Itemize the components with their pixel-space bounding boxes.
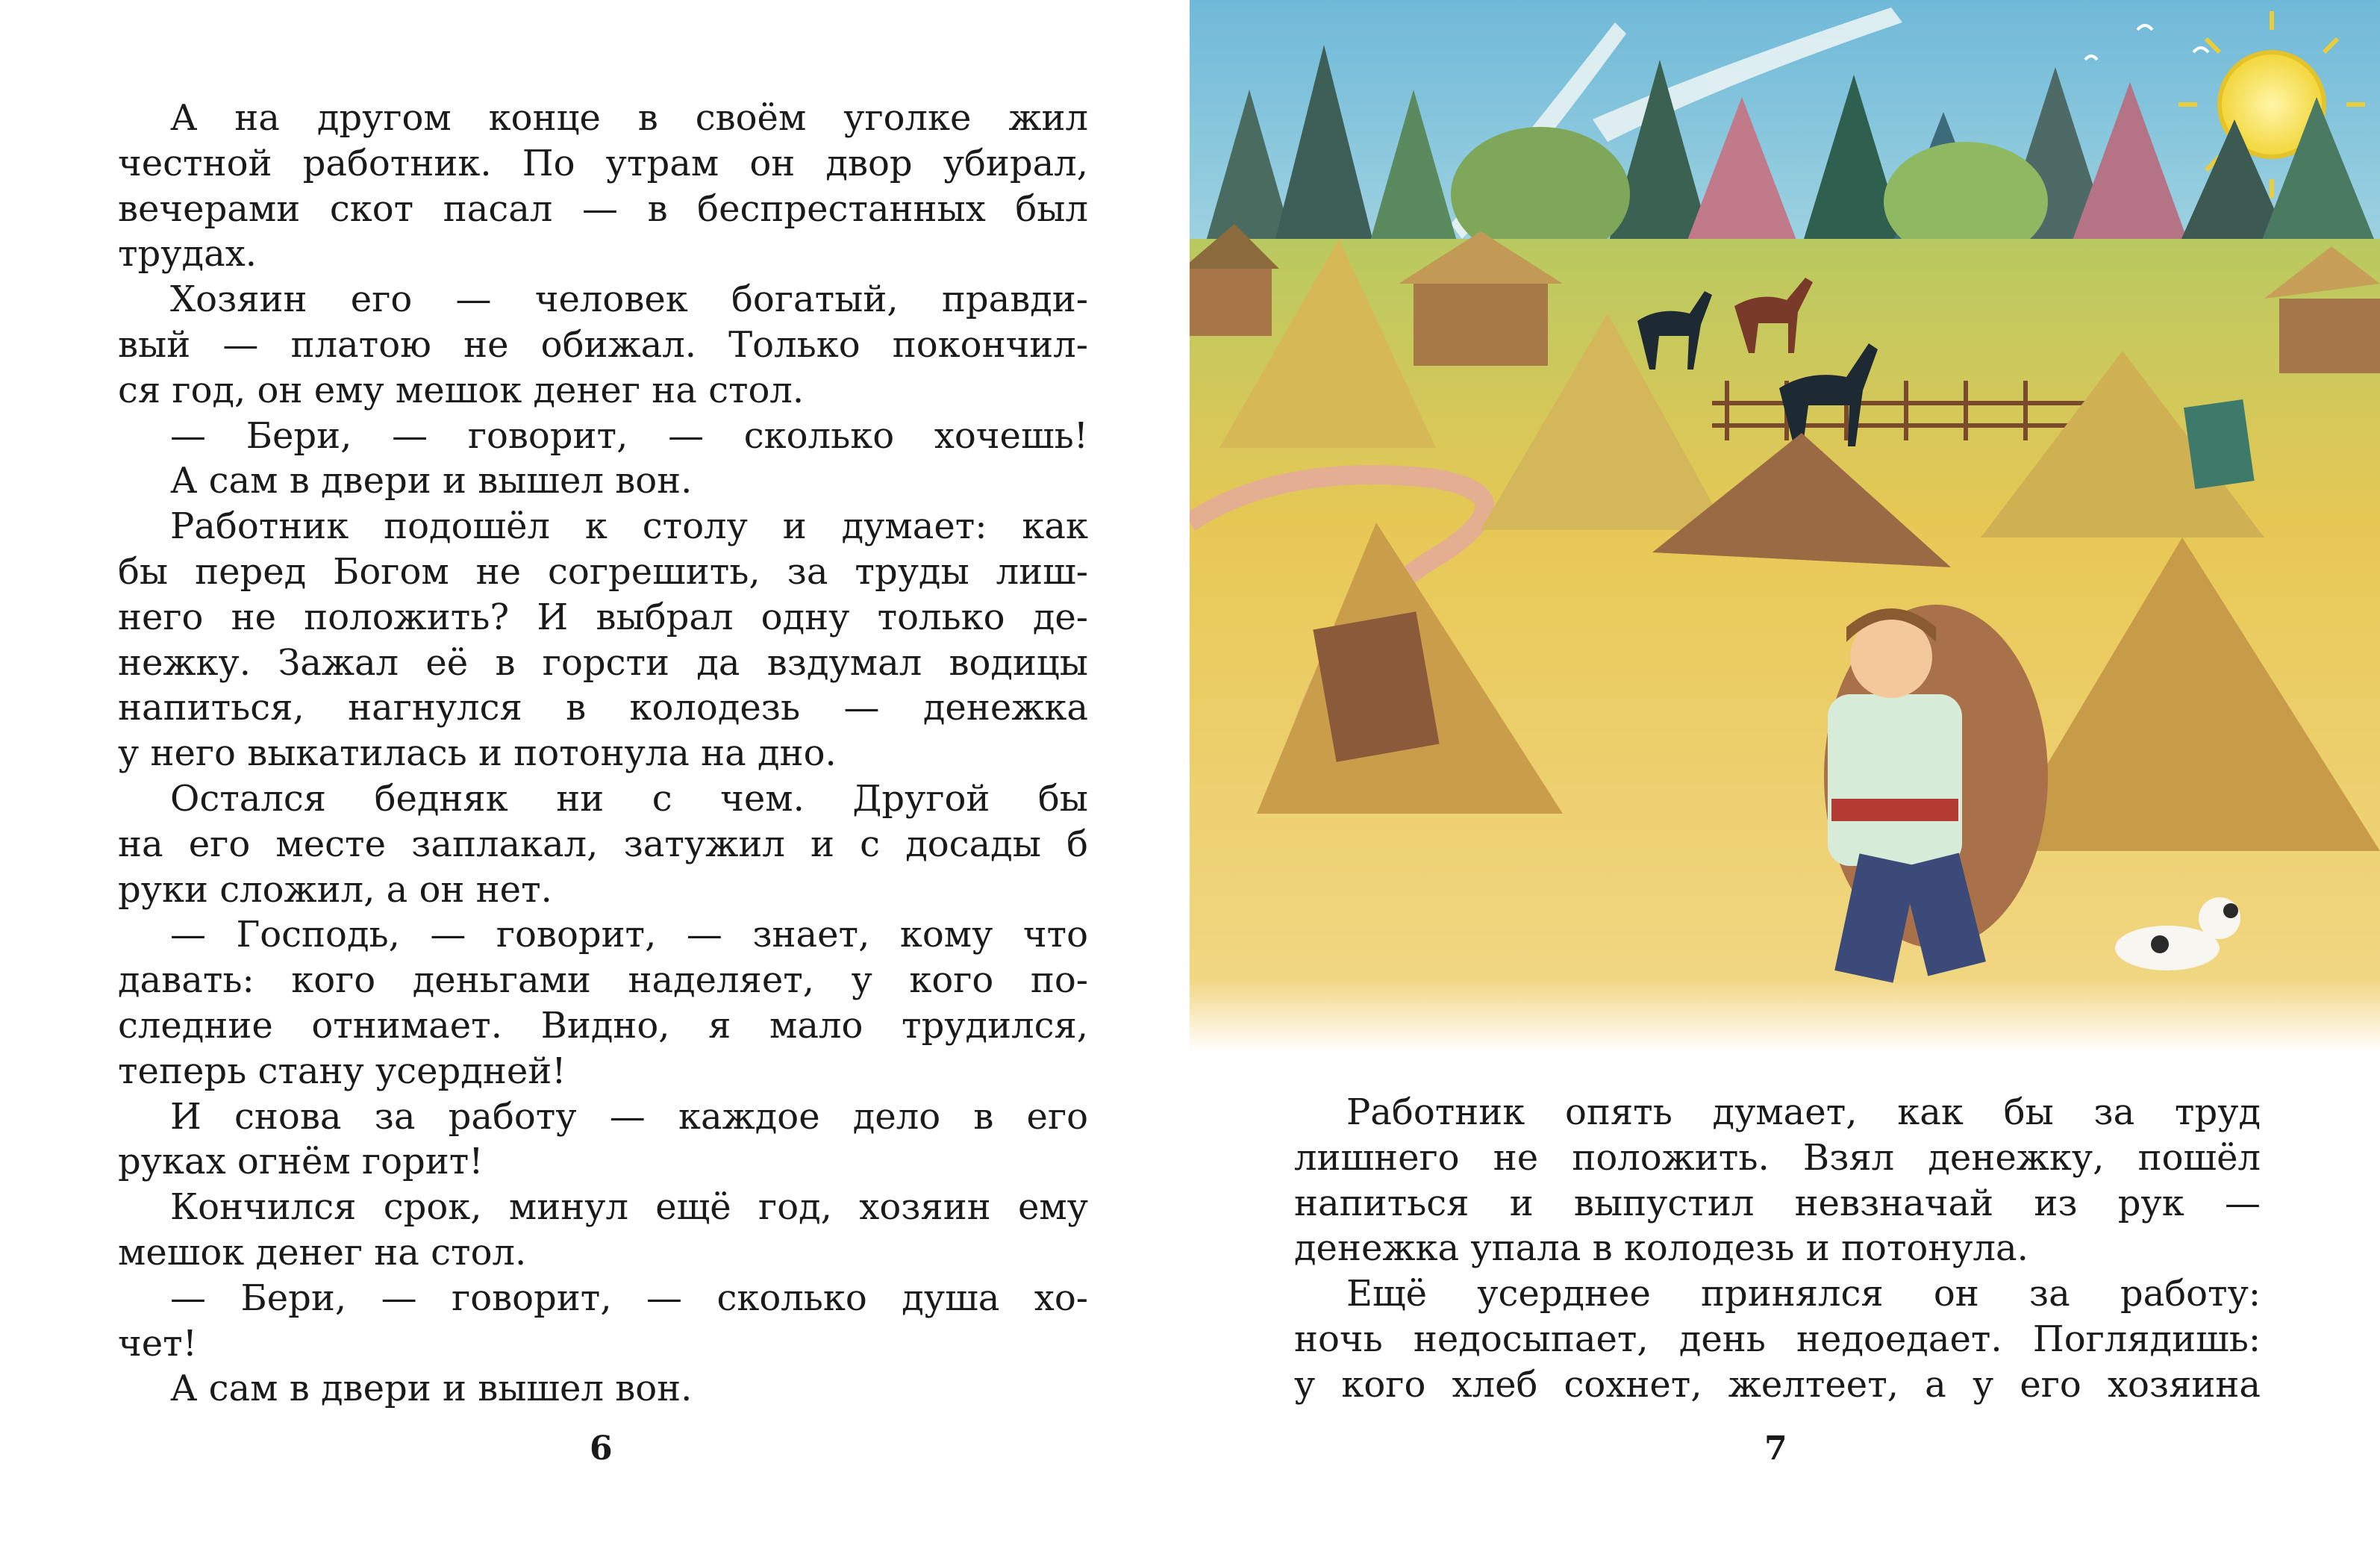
text-line: Ещё усерднее принялся он за работу:	[1346, 1273, 2261, 1315]
text-line: денежка упала в колодезь и потонула.	[1294, 1227, 2028, 1270]
text-line: следние отнимает. Видно, я мало трудился,	[118, 1004, 1088, 1047]
left-page-text	[118, 96, 1088, 1412]
text-line: Хозяин его — человек богатый, правди-	[170, 278, 1088, 321]
text-line: трудах.	[118, 233, 257, 275]
text-line: давать: кого деньгами наделяет, у кого по-	[118, 959, 1088, 1002]
text-line: И снова за работу — каждое дело в его	[170, 1095, 1088, 1138]
text-line: теперь стану усердней!	[118, 1050, 566, 1092]
text-line: на его месте заплакал, затужил и с досады б	[118, 823, 1088, 865]
right-page-text	[1294, 1090, 2261, 1408]
text-line: напиться и выпустил невзначай из рук —	[1294, 1182, 2261, 1224]
text-line: А на другом конце в своём уголке жил	[170, 97, 1088, 139]
illustration-harvest-scene	[1190, 0, 2380, 1053]
page-number-left: 6	[590, 1430, 613, 1468]
text-line: А сам в двери и вышел вон.	[170, 1368, 693, 1410]
text-line: нежку. Зажал её в горсти да вздумал водицы	[118, 641, 1088, 684]
text-line: руках огнём горит!	[118, 1141, 484, 1183]
illustration-fade	[1190, 978, 2380, 1053]
text-line: у кого хлеб сохнет, желтеет, а у его хозяина	[1294, 1363, 2261, 1406]
text-line: руки сложил, а он нет.	[118, 868, 552, 911]
text-line: Остался бедняк ни с чем. Другой бы	[170, 777, 1088, 820]
text-line: — Господь, — говорит, — знает, кому что	[170, 914, 1088, 956]
text-line: ся год, он ему мешок денег на стол.	[118, 369, 805, 411]
text-line: у него выкатилась и потонула на дно.	[118, 732, 837, 775]
text-line: Работник подошёл к столу и думает: как	[170, 505, 1088, 548]
text-line: бы перед Богом не согрешить, за труды лиш-	[118, 550, 1088, 593]
text-line: Кончился срок, минул ещё год, хозяин ему	[170, 1186, 1088, 1229]
text-line: лишнего не положить. Взял денежку, пошёл	[1294, 1136, 2261, 1179]
text-line: него не положить? И выбрал одну только де-	[118, 596, 1088, 638]
text-line: мешок денег на стол.	[118, 1231, 527, 1274]
text-line: — Бери, — говорит, — сколько душа хо-	[170, 1277, 1088, 1319]
text-line: ночь недосыпает, день недоедает. Поглядишь:	[1294, 1318, 2261, 1360]
text-line: А сам в двери и вышел вон.	[170, 460, 693, 502]
text-line: вый — платою не обижал. Только покончил-	[118, 323, 1088, 366]
text-line: честной работник. По утрам он двор убирал,	[118, 142, 1088, 184]
right-page	[1190, 0, 2380, 1543]
text-line: чет!	[118, 1322, 197, 1365]
text-line: вечерами скот пасал — в беспрестанных был	[118, 187, 1088, 230]
text-line: — Бери, — говорит, — сколько хочешь!	[170, 414, 1088, 457]
text-line: Работник опять думает, как бы за труд	[1346, 1091, 2261, 1133]
page-number-right: 7	[1764, 1430, 1787, 1468]
text-line: напиться, нагнулся в колодезь — денежка	[118, 687, 1088, 729]
